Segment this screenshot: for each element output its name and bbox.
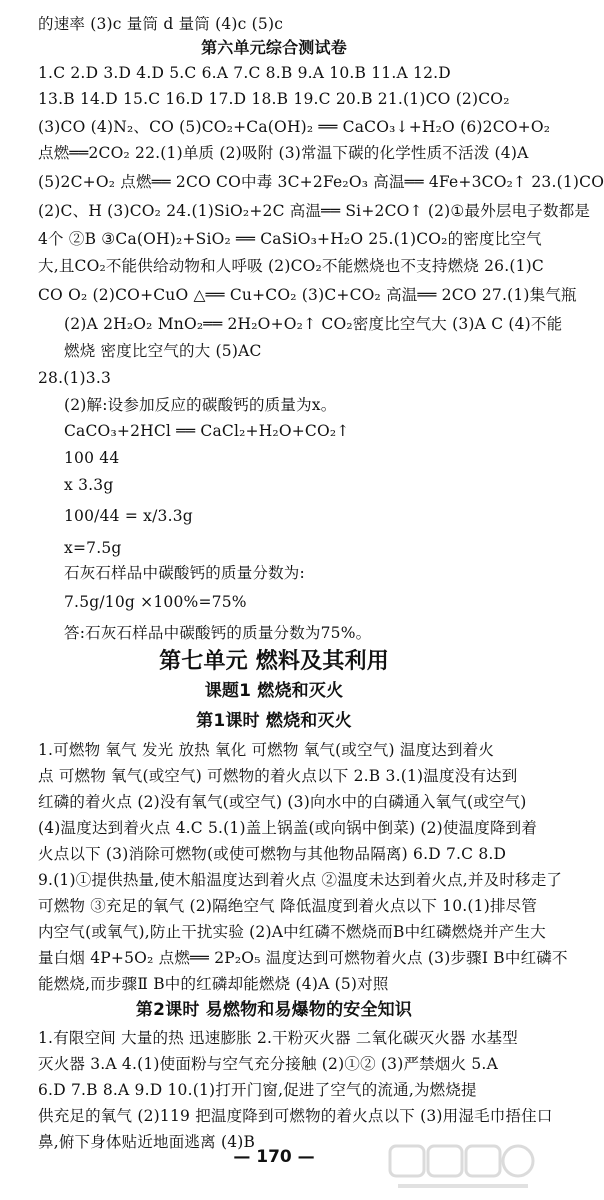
text-line: CO O₂ (2)CO+CuO △══ Cu+CO₂ (3)C+CO₂ 高温══ 2CO 27.(1)集气瓶: [38, 286, 577, 304]
period-title: 第1课时 燃烧和灭火: [196, 711, 352, 731]
watermark-logo-icon: [388, 1142, 538, 1192]
lesson-title: 课题1 燃烧和灭火: [204, 681, 344, 701]
text-line: 大,且CO₂不能供给动物和人呼吸 (2)CO₂不能燃烧也不支持燃烧 26.(1)C: [38, 257, 544, 275]
text-line: 1.有限空间 大量的热 迅速膨胀 2.干粉灭火器 二氧化碳灭火器 水基型: [38, 1029, 518, 1047]
text-line: 灭火器 3.A 4.(1)使面粉与空气充分接触 (2)①② (3)严禁烟火 5.A: [38, 1055, 498, 1073]
text-line: 1.可燃物 氧气 发光 放热 氧化 可燃物 氧气(或空气) 温度达到着火: [38, 741, 495, 759]
equation-line: CaCO₃+2HCl ══ CaCl₂+H₂O+CO₂↑: [64, 422, 350, 440]
text-line: 答:石灰石样品中碳酸钙的质量分数为75%。: [64, 624, 372, 642]
text-line: 1.C 2.D 3.D 4.D 5.C 6.A 7.C 8.B 9.A 10.B 11.A 12.D: [38, 64, 451, 82]
equation-line: 7.5g/10g ×100%=75%: [64, 593, 247, 611]
text-line: (2)A 2H₂O₂ MnO₂══ 2H₂O+O₂↑ CO₂密度比空气大 (3)A C (4)不能: [64, 315, 563, 333]
chapter-title: 第七单元 燃料及其利用: [159, 649, 389, 674]
text-line: x 3.3g: [64, 476, 114, 494]
text-line: 石灰石样品中碳酸钙的质量分数为:: [64, 564, 305, 582]
text-line: 9.(1)①提供热量,使木船温度达到着火点 ②温度未达到着火点,并及时移走了: [38, 871, 563, 889]
text-line: 火点以下 (3)消除可燃物(或使可燃物与其他物品隔离) 6.D 7.C 8.D: [38, 845, 507, 863]
text-line: 能燃烧,而步骤Ⅱ B中的红磷却能燃烧 (4)A (5)对照: [38, 975, 389, 993]
period-title: 第2课时 易燃物和易爆物的安全知识: [135, 1000, 413, 1020]
text-line: 供充足的氧气 (2)119 把温度降到可燃物的着火点以下 (3)用湿毛巾捂住口: [38, 1107, 553, 1125]
text-line: (2)C、H (3)CO₂ 24.(1)SiO₂+2C 高温══ Si+2CO↑ (2)①最外层电子数都是: [38, 202, 591, 220]
text-line: (4)温度达到着火点 4.C 5.(1)盖上锅盖(或向锅中倒菜) (2)使温度降到着: [38, 819, 538, 837]
text-line: 点燃══2CO₂ 22.(1)单质 (2)吸附 (3)常温下碳的化学性质不活泼 (4)A: [38, 144, 529, 162]
text-line: (2)解:设参加反应的碳酸钙的质量为x。: [64, 396, 337, 414]
text-line: 4个 ②B ③Ca(OH)₂+SiO₂ ══ CaSiO₃+H₂O 25.(1)CO₂的密度比空气: [38, 230, 542, 248]
text-line: 点 可燃物 氧气(或空气) 可燃物的着火点以下 2.B 3.(1)温度没有达到: [38, 767, 518, 785]
text-line: (3)CO (4)N₂、CO (5)CO₂+Ca(OH)₂ ══ CaCO₃↓+H₂O (6)2CO+O₂: [38, 118, 551, 136]
text-line: 13.B 14.D 15.C 16.D 17.D 18.B 19.C 20.B 21.(1)CO (2)CO₂: [38, 90, 510, 108]
equation-line: 100/44 = x/3.3g: [64, 507, 193, 525]
text-line: (5)2C+O₂ 点燃══ 2CO CO中毒 3C+2Fe₂O₃ 高温══ 4Fe+3CO₂↑ 23.(1)CO: [38, 173, 604, 191]
section-title: 第六单元综合测试卷: [201, 38, 347, 57]
text-line: 的速率 (3)c 量筒 d 量筒 (4)c (5)c: [38, 15, 284, 33]
page-number: — 170 —: [233, 1147, 315, 1167]
text-line: 量白烟 4P+5O₂ 点燃══ 2P₂O₅ 温度达到可燃物着火点 (3)步骤Ⅰ B中红磷不: [38, 949, 568, 967]
text-line: 鼻,俯下身体贴近地面逃离 (4)B: [38, 1133, 256, 1151]
text-line: 100 44: [64, 449, 120, 467]
text-line: 6.D 7.B 8.A 9.D 10.(1)打开门窗,促进了空气的流通,为燃烧提: [38, 1081, 477, 1099]
text-line: 红磷的着火点 (2)没有氧气(或空气) (3)向水中的白磷通入氧气(或空气): [38, 793, 527, 811]
text-line: x=7.5g: [64, 539, 122, 557]
text-line: 内空气(或氧气),防止干扰实验 (2)A中红磷不燃烧而B中红磷燃烧并产生大: [38, 923, 546, 941]
text-line: 燃烧 密度比空气的大 (5)AC: [64, 342, 262, 360]
text-line: 可燃物 ③充足的氧气 (2)隔绝空气 降低温度到着火点以下 10.(1)排尽管: [38, 897, 538, 915]
text-line: 28.(1)3.3: [38, 369, 112, 387]
